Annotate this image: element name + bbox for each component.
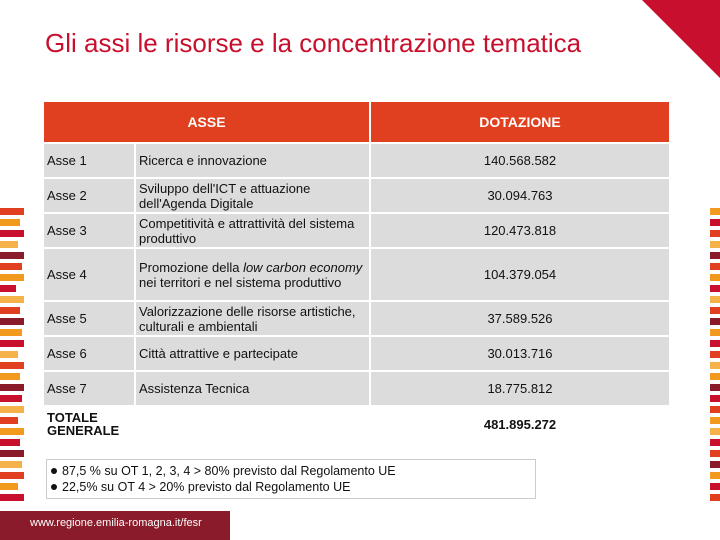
- dotazione-value: 30.094.763: [370, 178, 670, 213]
- total-empty-cell: [135, 406, 370, 442]
- header-dotazione: DOTAZIONE: [370, 101, 670, 143]
- total-label: [43, 406, 135, 442]
- dotazione-value: 18.775.812: [370, 371, 670, 406]
- total-label-line-1: TOTALE: [47, 410, 98, 425]
- note-text: 87,5 % su OT 1, 2, 3, 4 > 80% previsto dal Regolamento UE: [62, 464, 396, 478]
- asse-description: Sviluppo dell'ICT e attuazione dell'Agenda Digitale: [135, 178, 370, 213]
- table-row: [43, 143, 670, 178]
- table-row: [43, 213, 670, 248]
- note-item: [47, 479, 535, 495]
- dotazione-value: 37.589.526: [370, 301, 670, 336]
- footer-url: www.regione.emilia-romagna.it/fesr: [30, 517, 202, 529]
- table-row: [43, 336, 670, 371]
- desc-part: nei territori e nel sistema produttivo: [139, 274, 342, 290]
- footer-bar: [0, 511, 230, 540]
- table-row: [43, 178, 670, 213]
- desc-part: Promozione della: [139, 259, 244, 275]
- asse-cell: Asse 3: [43, 213, 135, 248]
- dotazione-value: 120.473.818: [370, 213, 670, 248]
- asse-cell: Asse 4: [43, 248, 135, 301]
- corner-triangle: [642, 0, 720, 78]
- table-row: [43, 371, 670, 406]
- asse-cell: Asse 5: [43, 301, 135, 336]
- desc-italic: low carbon economy: [243, 259, 363, 275]
- dotazione-value: 30.013.716: [370, 336, 670, 371]
- asse-description: Valorizzazione delle risorse artistiche, culturali e ambientali: [135, 301, 370, 336]
- right-decorative-stripes: [710, 208, 720, 508]
- total-value: 481.895.272: [370, 406, 670, 442]
- header-asse: ASSE: [43, 101, 370, 143]
- total-row: [43, 406, 670, 442]
- asse-description: Ricerca e innovazione: [135, 143, 370, 178]
- asse-description: Competitività e attrattività del sistema produttivo: [135, 213, 370, 248]
- notes-box: [46, 459, 536, 499]
- page-title: Gli assi le risorse e la concentrazione tematica: [45, 28, 582, 58]
- asse-description: Città attrattive e partecipate: [135, 336, 370, 371]
- note-item: [47, 463, 535, 479]
- asse-cell: Asse 1: [43, 143, 135, 178]
- bullet-icon: [51, 484, 57, 490]
- resources-table: [42, 100, 671, 443]
- asse-cell: Asse 2: [43, 178, 135, 213]
- asse-cell: Asse 6: [43, 336, 135, 371]
- note-text: 22,5% su OT 4 > 20% previsto dal Regolamento UE: [62, 480, 351, 494]
- left-decorative-stripes: [0, 208, 24, 513]
- table-row: [43, 301, 670, 336]
- dotazione-value: 104.379.054: [370, 248, 670, 301]
- asse-cell: Asse 7: [43, 371, 135, 406]
- bullet-icon: [51, 468, 57, 474]
- table-row: [43, 248, 670, 301]
- dotazione-value: 140.568.582: [370, 143, 670, 178]
- table-header-row: [43, 101, 670, 143]
- asse-description: [135, 248, 370, 301]
- total-label-line-2: GENERALE: [47, 423, 120, 438]
- asse-description: Assistenza Tecnica: [135, 371, 370, 406]
